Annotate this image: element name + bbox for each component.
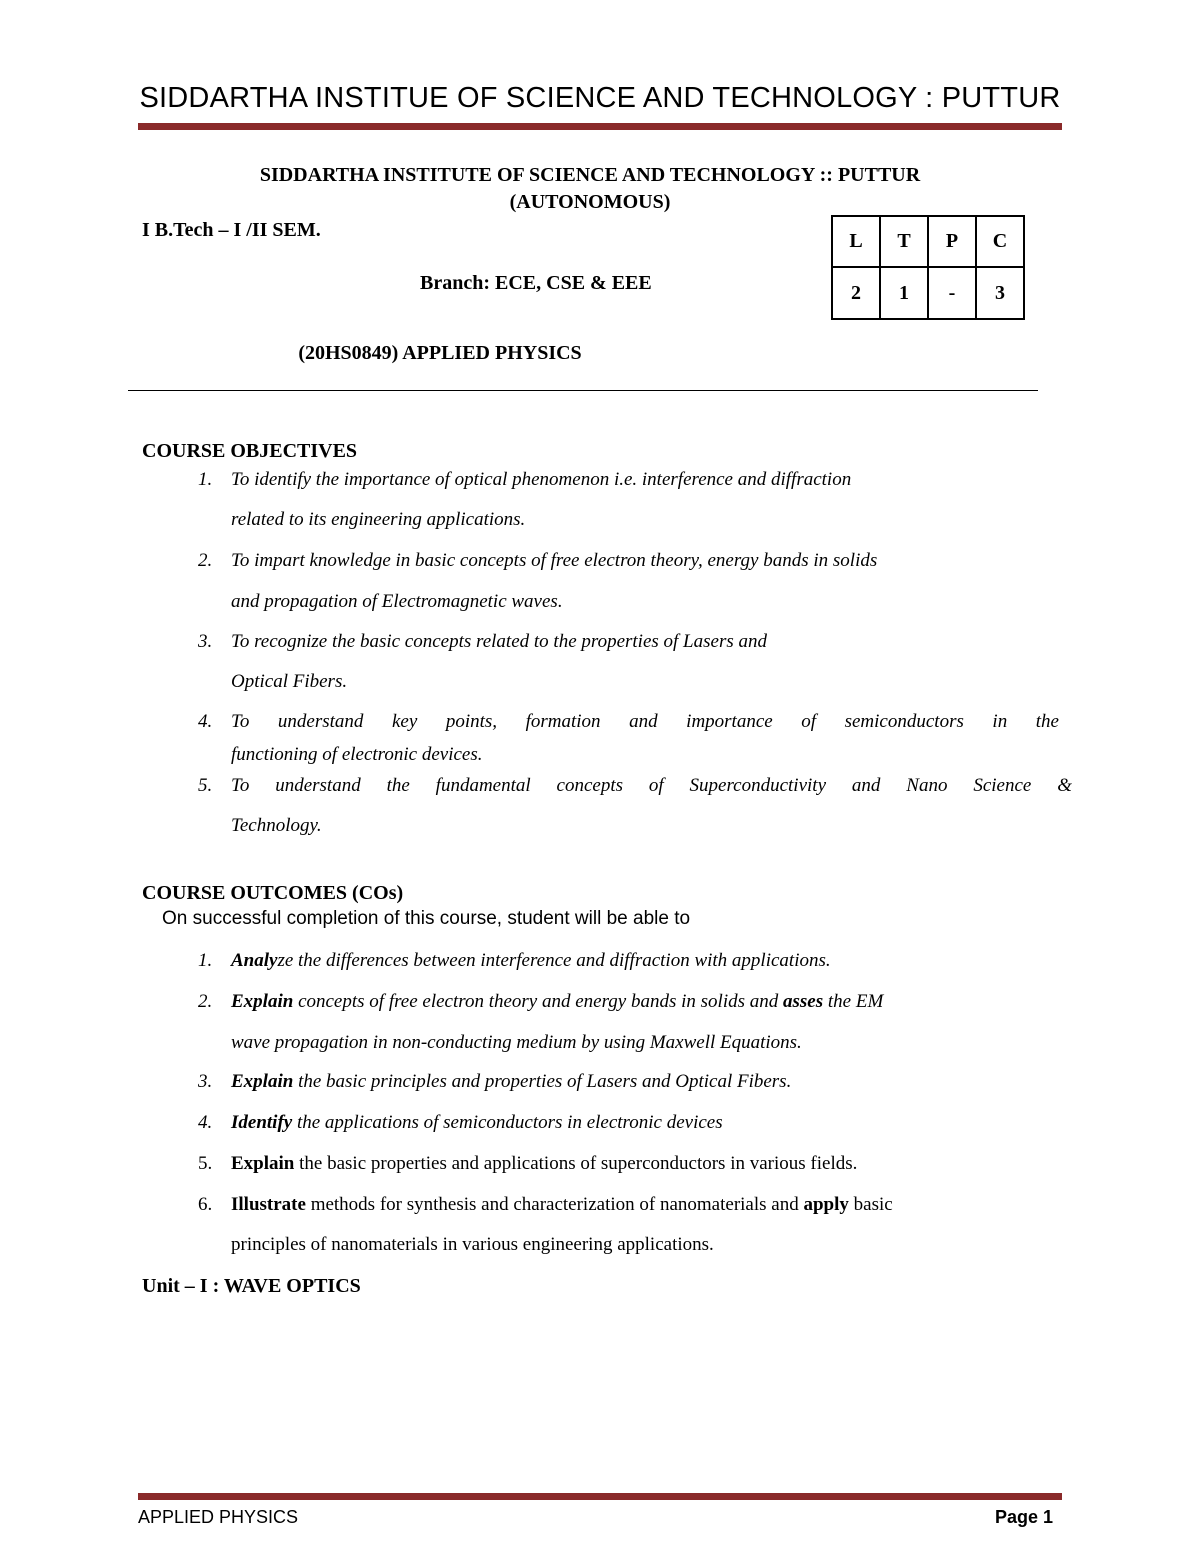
objective-line2: Technology.	[231, 815, 322, 836]
outcome-verb-2: asses	[783, 991, 824, 1012]
outcome-number: 1.	[198, 950, 213, 971]
ltpc-value-c: 3	[976, 267, 1024, 319]
objective-line2: functioning of electronic devices.	[231, 744, 483, 765]
objective-number: 1.	[198, 469, 213, 490]
outcome-text-2: the EM	[823, 991, 884, 1012]
outcome-verb-2: apply	[803, 1194, 849, 1215]
outcome-line1	[231, 1071, 791, 1093]
outcome-text: ze the differences between interference and diffraction with applications.	[277, 950, 831, 971]
outcome-text: methods for synthesis and characterization of nanomaterials and	[305, 1194, 804, 1215]
objective-number: 5.	[198, 775, 213, 796]
objective-number: 3.	[198, 631, 213, 652]
outcome-verb: Explain	[231, 1071, 294, 1092]
branch-label: Branch: ECE, CSE & EEE	[420, 272, 652, 294]
footer-course-name: APPLIED PHYSICS	[138, 1507, 299, 1527]
outcome-number: 6.	[198, 1194, 213, 1215]
outcomes-heading: COURSE OUTCOMES (COs)	[142, 882, 404, 904]
footer-page-number: Page 1	[995, 1507, 1054, 1527]
objective-line1: To recognize the basic concepts related to the properties of Lasers and	[231, 631, 767, 652]
page-header-title: SIDDARTHA INSTITUE OF SCIENCE AND TECHNOLOGY : PUTTUR	[139, 82, 1061, 114]
outcome-verb: Explain	[231, 1153, 295, 1174]
ltpc-header-p: P	[928, 216, 976, 267]
outcome-number: 5.	[198, 1153, 213, 1174]
objective-number: 2.	[198, 550, 213, 571]
objective-line1: To impart knowledge in basic concepts of free electron theory, energy bands in solids	[231, 550, 878, 571]
outcome-line1	[231, 950, 831, 972]
ltpc-value-t: 1	[880, 267, 928, 319]
outcome-verb: Identify	[231, 1112, 293, 1133]
objective-line2: and propagation of Electromagnetic waves.	[231, 591, 563, 612]
outcomes-intro: On successful completion of this course, student will be able to	[162, 908, 691, 929]
outcome-text-2: basic	[848, 1194, 893, 1215]
outcome-line1	[231, 991, 883, 1013]
ltpc-value-l: 2	[832, 267, 880, 319]
ltpc-header-l: L	[832, 216, 880, 267]
outcome-verb: Illustrate	[231, 1194, 306, 1215]
section-divider	[128, 390, 1038, 391]
outcome-number: 4.	[198, 1112, 213, 1133]
objectives-heading: COURSE OBJECTIVES	[142, 440, 358, 462]
outcome-verb: Explain	[231, 991, 294, 1012]
institute-status: (AUTONOMOUS)	[509, 191, 671, 213]
course-code-title: (20HS0849) APPLIED PHYSICS	[298, 342, 582, 364]
objective-line1: To understand the fundamental concepts of Superconductivity and Nano Science &	[231, 775, 1072, 796]
ltpc-table	[831, 215, 1025, 320]
outcome-line1	[231, 1112, 723, 1134]
ltpc-header-c: C	[976, 216, 1024, 267]
outcome-verb: Analy	[231, 950, 278, 971]
objective-line1: To identify the importance of optical phenomenon i.e. interference and diffraction	[231, 469, 852, 490]
ltpc-header-row	[832, 216, 1024, 267]
institute-name: SIDDARTHA INSTITUTE OF SCIENCE AND TECHNOLOGY :: PUTTUR	[259, 164, 921, 186]
footer-divider	[138, 1493, 1062, 1500]
outcome-number: 2.	[198, 991, 213, 1012]
outcome-line2: principles of nanomaterials in various engineering applications.	[231, 1234, 714, 1255]
objective-line2: related to its engineering applications.	[231, 509, 526, 530]
outcome-text: the basic principles and properties of Lasers and Optical Fibers.	[293, 1071, 792, 1092]
outcome-line1	[231, 1194, 893, 1216]
header-divider	[138, 123, 1062, 130]
ltpc-header-t: T	[880, 216, 928, 267]
ltpc-value-p: -	[928, 267, 976, 319]
semester-label: I B.Tech – I /II SEM.	[142, 219, 321, 241]
ltpc-value-row	[832, 267, 1024, 319]
objective-number: 4.	[198, 711, 213, 732]
unit-heading: Unit – I : WAVE OPTICS	[142, 1275, 361, 1297]
outcome-text: the basic properties and applications of superconductors in various fields.	[294, 1153, 858, 1174]
objective-line2: Optical Fibers.	[231, 671, 348, 692]
outcome-text: concepts of free electron theory and energy bands in solids and	[293, 991, 783, 1012]
objective-line1: To understand key points, formation and importance of semiconductors in the	[231, 711, 1059, 732]
outcome-number: 3.	[198, 1071, 213, 1092]
outcome-line1	[231, 1153, 857, 1175]
outcome-line2: wave propagation in non-conducting medium by using Maxwell Equations.	[231, 1032, 802, 1053]
outcome-text: the applications of semiconductors in electronic devices	[292, 1112, 723, 1133]
